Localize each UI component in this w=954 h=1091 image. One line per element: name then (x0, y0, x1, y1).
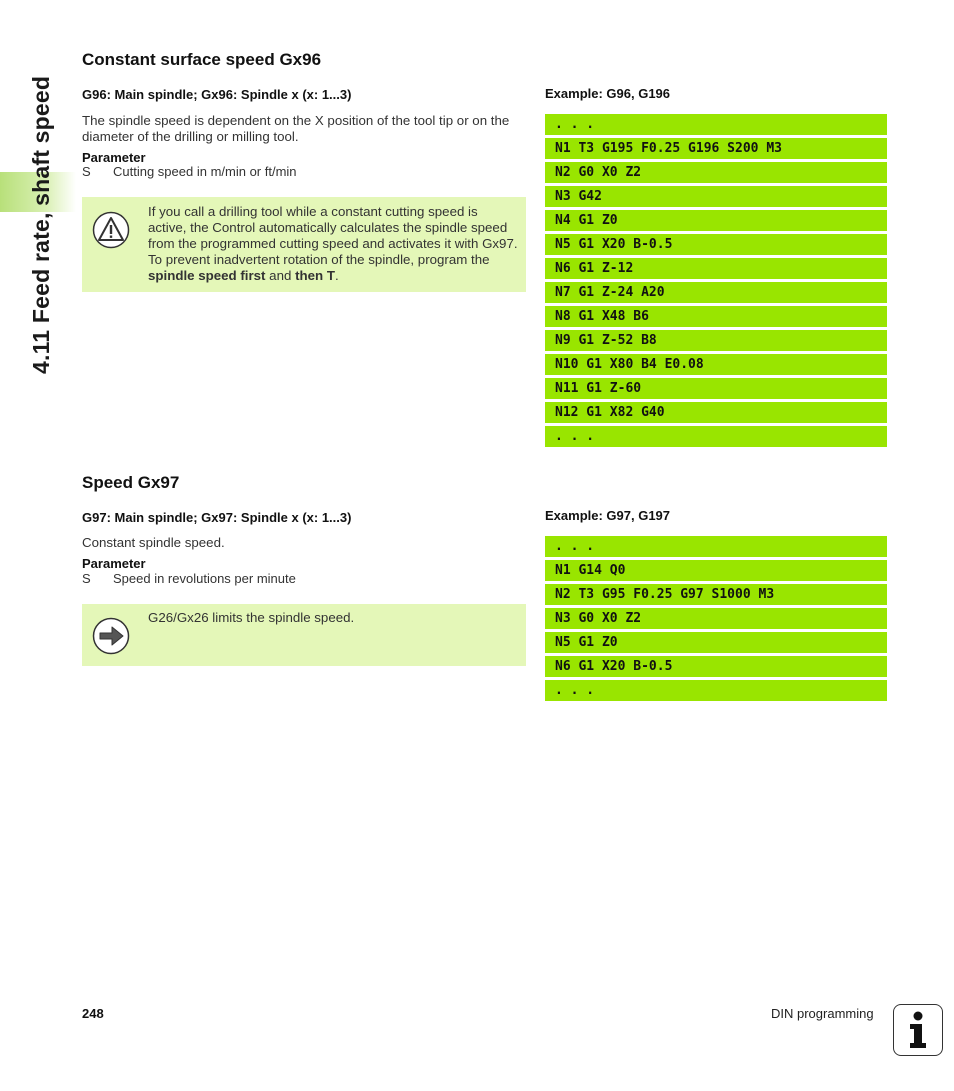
info-note (82, 604, 526, 666)
example-title-g97: Example: G97, G197 (545, 508, 671, 523)
body-text-g97: Constant spindle speed. (82, 535, 225, 550)
code-line: . . . (545, 426, 887, 447)
code-line: N7 G1 Z-24 A20 (545, 282, 887, 303)
code-line: N5 G1 X20 B-0.5 (545, 234, 887, 255)
code-line: N5 G1 Z0 (545, 632, 887, 653)
code-line: N9 G1 Z-52 B8 (545, 330, 887, 351)
code-line: N3 G0 X0 Z2 (545, 608, 887, 629)
info-note-text: G26/Gx26 limits the spindle speed. (148, 610, 355, 625)
parameter-row (82, 571, 296, 586)
parameter-row (82, 164, 297, 179)
info-icon (893, 1004, 943, 1056)
side-chapter-title: 4.11 Feed rate, shaft speed (28, 75, 54, 374)
footer-chapter-title: DIN programming (771, 1006, 874, 1021)
body-text-g96: The spindle speed is dependent on the X position of the tool tip or on the diameter of the drilling or milling tool. (82, 113, 510, 144)
parameter-key: S (82, 571, 91, 586)
parameter-label: Parameter (82, 150, 146, 165)
code-line: N6 G1 Z-12 (545, 258, 887, 279)
code-line: N4 G1 Z0 (545, 210, 887, 231)
code-line: N6 G1 X20 B-0.5 (545, 656, 887, 677)
section-heading-gx96: Constant surface speed Gx96 (82, 50, 322, 69)
parameter-description: Cutting speed in m/min or ft/min (113, 164, 297, 179)
code-line: N3 G42 (545, 186, 887, 207)
parameter-description: Speed in revolutions per minute (113, 571, 296, 586)
arrow-right-icon (92, 617, 130, 660)
code-line: N2 G0 X0 Z2 (545, 162, 887, 183)
code-block-g96 (545, 114, 887, 450)
warning-icon (92, 211, 130, 254)
page-number: 248 (82, 1006, 104, 1021)
code-line: N1 T3 G195 F0.25 G196 S200 M3 (545, 138, 887, 159)
code-line: N11 G1 Z-60 (545, 378, 887, 399)
example-title-g96: Example: G96, G196 (545, 86, 671, 101)
code-line: . . . (545, 680, 887, 701)
section-heading-gx97: Speed Gx97 (82, 473, 180, 492)
code-line: N8 G1 X48 B6 (545, 306, 887, 327)
warning-note (82, 197, 526, 292)
warning-note-text: If you call a drilling tool while a constant cutting speed is active, the Control automatically calculates the spindle speed from the programmed cutting speed and activates it with Gx97. To prevent inadvertent rotation of the spindle, program the spindle speed first and then T. (148, 204, 518, 283)
code-block-g97 (545, 536, 887, 704)
code-line: N2 T3 G95 F0.25 G97 S1000 M3 (545, 584, 887, 605)
subheading-g97: G97: Main spindle; Gx97: Spindle x (x: 1...3) (82, 510, 352, 525)
code-line: . . . (545, 536, 887, 557)
subheading-g96: G96: Main spindle; Gx96: Spindle x (x: 1...3) (82, 87, 352, 102)
code-line: N1 G14 Q0 (545, 560, 887, 581)
parameter-key: S (82, 164, 91, 179)
parameter-label: Parameter (82, 556, 146, 571)
code-line: N10 G1 X80 B4 E0.08 (545, 354, 887, 375)
code-line: N12 G1 X82 G40 (545, 402, 887, 423)
code-line: . . . (545, 114, 887, 135)
